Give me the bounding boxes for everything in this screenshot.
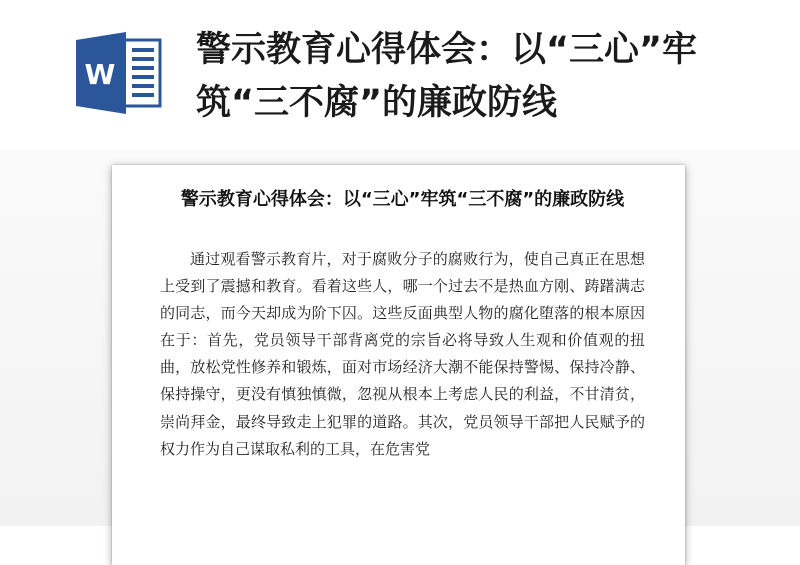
banner-title: 警示教育心得体会：以“三心”牢筑“三不腐”的廉政防线 [196, 30, 698, 123]
document-page [112, 165, 685, 565]
document-title: 警示教育心得体会：以“三心”牢筑“三不腐”的廉政防线 [180, 189, 625, 210]
word-icon-letter: W [84, 58, 116, 91]
header-banner [0, 0, 800, 150]
word-document-icon [76, 32, 164, 114]
document-paragraph: 通过观看警示教育片，对于腐败分子的腐败行为，使自己真正在思想上受到了震撼和教育。看着这些人，哪一个过去不是热血方刚、踌躇满志的同志，而今天却成为阶下囚。这些反面典型人物的腐化堕落的根本原因在于：首先，党员领导干部背离党的宗旨必将导致人生观和价值观的扭曲，放松党性修养和锻炼，面对市场经济大潮不能保持警惕、保持冷静、保持操守，更没有慎独慎微，忽视从根本上考虑人民的利益，不甘清贫，崇尚拜金，最终导致走上犯罪的道路。其次，党员领导干部把人民赋予的权力作为自己谋取私利的工具，在危害党 [160, 250, 645, 458]
